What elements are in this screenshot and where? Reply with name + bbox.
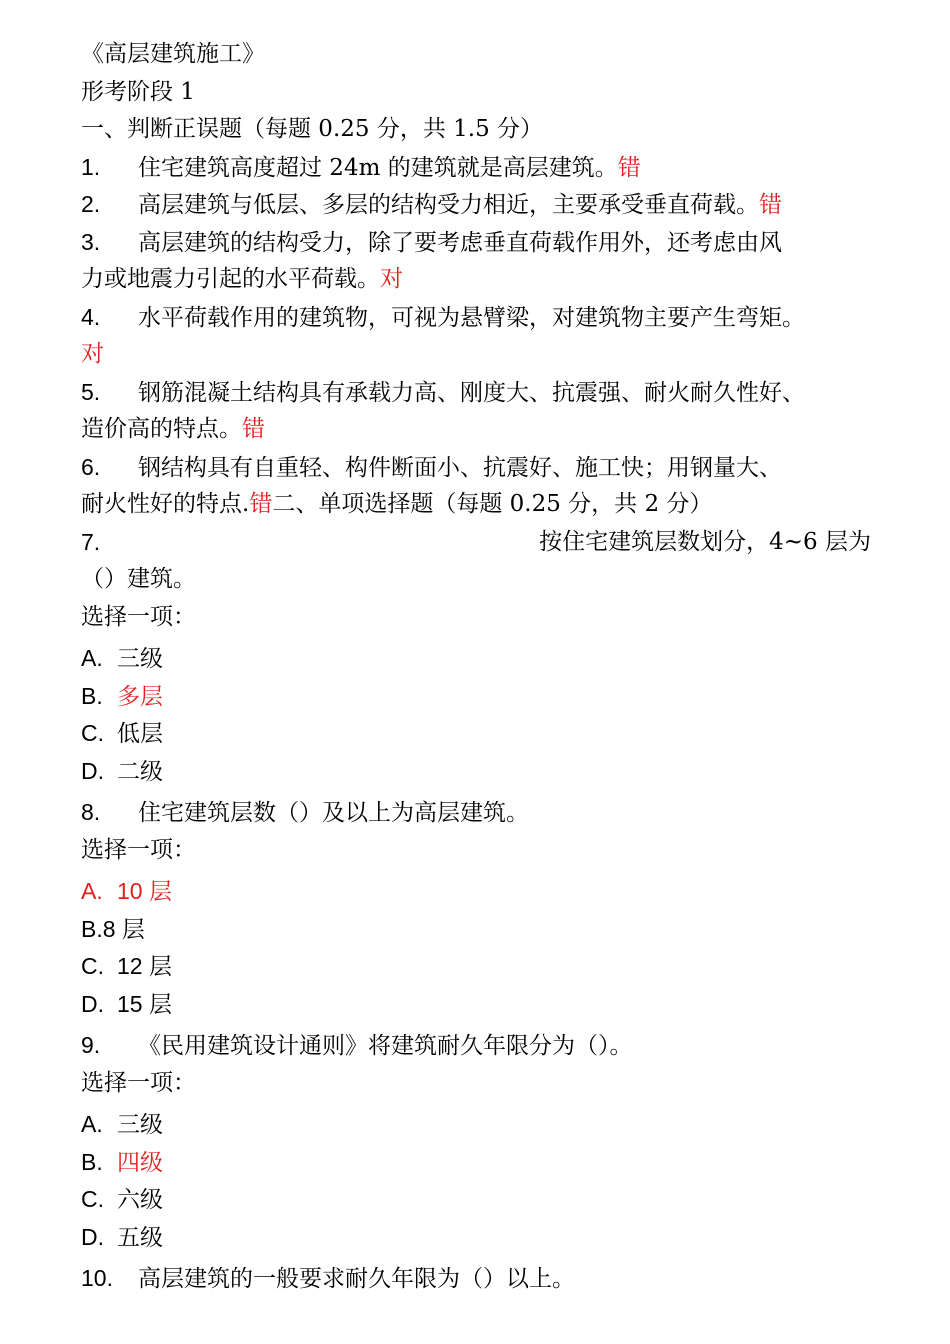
question-text: 高层建筑的结构受力，除了要考虑垂直荷载作用外，还考虑由风 (138, 229, 782, 256)
question-text: 高层建筑与低层、多层的结构受力相近，主要承受垂直荷载。 (138, 192, 759, 218)
question-text: 钢结构具有自重轻、构件断面小、抗震好、施工快；用钢量大、 (138, 454, 782, 481)
answer-mark: 错 (617, 154, 641, 181)
option-letter: C. (81, 953, 104, 979)
question-6-line-1 (81, 449, 871, 487)
question-9 (81, 1027, 871, 1065)
option-letter: D. (81, 990, 104, 1017)
option-text: 五级 (117, 1224, 163, 1251)
question-text: 水平荷载作用的建筑物，可视为悬臂梁，对建筑物主要产生弯矩。 (138, 304, 805, 331)
option-a-correct (81, 873, 871, 911)
option-b-correct (81, 678, 871, 716)
answer-mark: 对 (81, 341, 104, 367)
option-c (81, 1181, 871, 1219)
question-number: 1. (81, 153, 101, 180)
question-7-line-1 (81, 524, 871, 562)
question-8 (81, 794, 871, 832)
question-number: 3. (81, 228, 101, 255)
option-text: 15 层 (117, 990, 172, 1017)
option-letter: B. (81, 1148, 103, 1175)
option-text: 三级 (117, 646, 163, 672)
option-d (81, 986, 871, 1024)
option-letter: A. (81, 878, 103, 904)
question-number: 10. (81, 1265, 113, 1291)
option-text: 12 层 (117, 953, 172, 979)
option-letter: D. (81, 1223, 104, 1250)
choose-one-prompt: 选择一项： (81, 836, 196, 863)
document-page (81, 36, 871, 1298)
option-letter: A. (81, 645, 103, 671)
option-text: 四级 (117, 1149, 163, 1176)
doc-title: 《高层建筑施工》 (81, 41, 265, 67)
question-number: 6. (81, 453, 101, 480)
question-4-line-1 (81, 299, 871, 337)
question-number: 4. (81, 303, 101, 330)
question-text: 力或地震力引起的水平荷载。 (81, 266, 380, 292)
option-text: 10 层 (117, 878, 172, 904)
question-text: 钢筋混凝土结构具有承载力高、刚度大、抗震强、耐火耐久性好、 (138, 379, 805, 406)
option-a (81, 640, 871, 678)
question-text: 耐火性好的特点. (81, 491, 250, 517)
question-6-line-2 (81, 486, 871, 524)
option-text: 多层 (117, 683, 163, 710)
doc-stage: 形考阶段 1 (81, 78, 195, 105)
option-letter: C. (81, 720, 104, 746)
option-text: 三级 (117, 1112, 163, 1138)
question-10 (81, 1260, 871, 1298)
option-c (81, 715, 871, 753)
option-letter: C. (81, 1186, 104, 1212)
answer-mark: 错 (249, 491, 273, 517)
question-number: 8. (81, 799, 101, 825)
option-letter: A. (81, 1111, 103, 1137)
question-3-line-2 (81, 261, 871, 299)
question-text: 住宅建筑高度超过 24m 的建筑就是高层建筑。 (138, 154, 618, 181)
choose-one-prompt: 选择一项： (81, 1069, 196, 1096)
question-3-line-1 (81, 224, 871, 262)
question-5-line-1 (81, 374, 871, 412)
option-text: B.8 层 (81, 915, 145, 942)
option-text: 六级 (117, 1187, 163, 1213)
answer-mark: 错 (759, 192, 782, 218)
option-a (81, 1106, 871, 1144)
option-letter: D. (81, 757, 104, 784)
question-text: 造价高的特点。 (81, 416, 242, 442)
section-heading-true-false: 一、判断正误题（每题 0.25 分，共 1.5 分） (81, 116, 544, 142)
question-number: 9. (81, 1032, 101, 1058)
option-b (81, 911, 871, 949)
question-2 (81, 186, 871, 224)
question-text: （）建筑。 (81, 566, 196, 592)
option-text: 低层 (117, 721, 163, 747)
question-text: 住宅建筑层数（）及以上为高层建筑。 (138, 800, 529, 826)
question-number: 2. (81, 191, 101, 217)
question-number: 5. (81, 378, 101, 405)
answer-mark: 对 (380, 266, 403, 292)
option-b-correct (81, 1144, 871, 1182)
question-text: 高层建筑的一般要求耐久年限为（）以上。 (138, 1266, 575, 1292)
question-number: 7. (81, 528, 101, 555)
question-4-line-2 (81, 336, 871, 374)
answer-mark: 错 (242, 416, 265, 442)
question-text: 《民用建筑设计通则》将建筑耐久年限分为（）。 (138, 1033, 633, 1059)
option-c (81, 948, 871, 986)
option-letter: B. (81, 682, 103, 709)
option-d (81, 1219, 871, 1257)
section-heading-single-choice: 二、单项选择题（每题 0.25 分，共 2 分） (272, 491, 713, 517)
question-1 (81, 149, 871, 187)
option-text: 二级 (117, 758, 163, 785)
question-text: 按住宅建筑层数划分，4~6 层为 (539, 528, 871, 555)
option-d (81, 753, 871, 791)
question-5-line-2 (81, 411, 871, 449)
question-7-line-2 (81, 561, 871, 599)
choose-one-prompt: 选择一项： (81, 603, 196, 630)
